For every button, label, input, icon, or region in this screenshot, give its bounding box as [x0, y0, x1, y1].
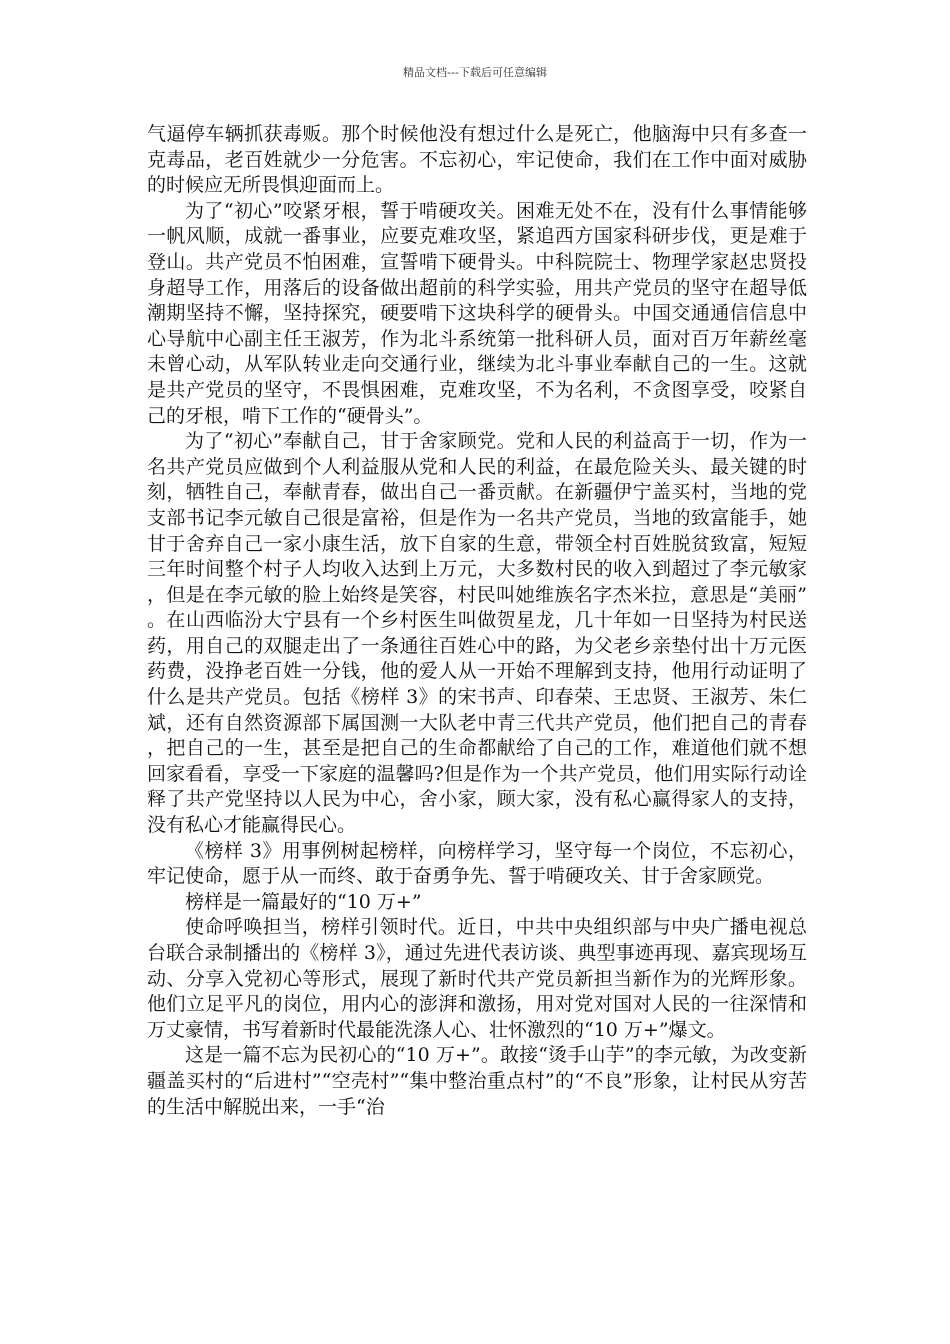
page-body: [147, 122, 807, 1120]
paragraph-mission: 使命呼唤担当，榜样引领时代。近日，中共中央组织部与中央广播电视总台联合录制播出的《榜样 3》，通过先进代表访谈、典型事迹再现、嘉宾现场互动、分享入党初心等形式，展现了新时代共产党员新担当新作为的光辉形象。他们立足平凡的岗位，用内心的澎湃和激扬，用对党对国对人民的一往深情和万丈豪情，书写着新时代最能洗涤人心、壮怀激烈的“10 万+”爆文。: [147, 916, 807, 1041]
paragraph-hard-work: 为了“初心”咬紧牙根，誓于啃硬攻关。困难无处不在，没有什么事情能够一帆风顺，成就一番事业，应要克难攻坚，紧追西方国家科研步伐，更是难于登山。共产党员不怕困难，宣誓啃下硬骨头。中科院院士、物理学家赵忠贤投身超导工作，用落后的设备做出超前的科学实验，用共产党员的坚守在超导低潮期坚持不懈，坚持探究，硬要啃下这块科学的硬骨头。中国交通通信信息中心导航中心副主任王淑芳，作为北斗系统第一批科研人员，面对百万年薪丝毫未曾心动，从军队转业走向交通行业，继续为北斗事业奉献自己的一生。这就是共产党员的坚守，不畏惧困难，克难攻坚，不为名利，不贪图享受，咬紧自己的牙根，啃下工作的“硬骨头”。: [147, 199, 807, 427]
page-header: 精品文档---下载后可任意编辑: [403, 66, 547, 79]
paragraph-continued: 气逼停车辆抓获毒贩。那个时候他没有想过什么是死亡，他脑海中只有多查一克毒品，老百姓就少一分危害。不忘初心，牢记使命，我们在工作中面对威胁的时候应无所畏惧迎面而上。: [147, 123, 807, 197]
section-heading: 榜样是一篇最好的“10 万+”: [185, 890, 422, 913]
paragraph-summary: 《榜样 3》用事例树起榜样，向榜样学习，坚守每一个岗位，不忘初心，牢记使命，愿于从一而终、敢于奋勇争先、誓于啃硬攻关、甘于舍家顾党。: [147, 839, 807, 888]
paragraph-dedication: 为了“初心”奉献自己，甘于舍家顾党。党和人民的利益高于一切，作为一名共产党员应做到个人利益服从党和人民的利益，在最危险关头、最关键的时刻，牺牲自己，奉献青春，做出自己一番贡献。在新疆伊宁盖买村，当地的党支部书记李元敏自己很是富裕，但是作为一名共产党员，当地的致富能手，她甘于舍弃自己一家小康生活，放下自家的生意，带领全村百姓脱贫致富，短短三年时间整个村子人均收入达到上万元，大多数村民的收入到超过了李元敏家，但是在李元敏的脸上始终是笑容，村民叫她维族名字杰米拉，意思是“美丽”。在山西临汾大宁县有一个乡村医生叫做贺星龙，几十年如一日坚持为村民送药，用自己的双腿走出了一条通往百姓心中的路，为父老乡亲垫付出十万元医药费，没挣老百姓一分钱，他的爱人从一开始不理解到支持，他用行动证明了什么是共产党员。包括《榜样 3》的宋书声、印春荣、王忠贤、王淑芳、朱仁斌，还有自然资源部下属国测一大队老中青三代共产党员，他们把自己的青春，把自己的一生，甚至是把自己的生命都献给了自己的工作，难道他们就不想回家看看，享受一下家庭的温馨吗?但是作为一个共产党员，他们用实际行动诠释了共产党坚持以人民为中心，舍小家，顾大家，没有私心赢得家人的支持，没有私心才能赢得民心。: [147, 430, 807, 837]
paragraph-li-yuanmin: 这是一篇不忘为民初心的“10 万+”。敢接“烫手山芋”的李元敏，为改变新疆盖买村的“后进村”“空壳村”“集中整治重点村”的“不良”形象，让村民从穷苦的生活中解脱出来，一手“治: [147, 1044, 807, 1118]
